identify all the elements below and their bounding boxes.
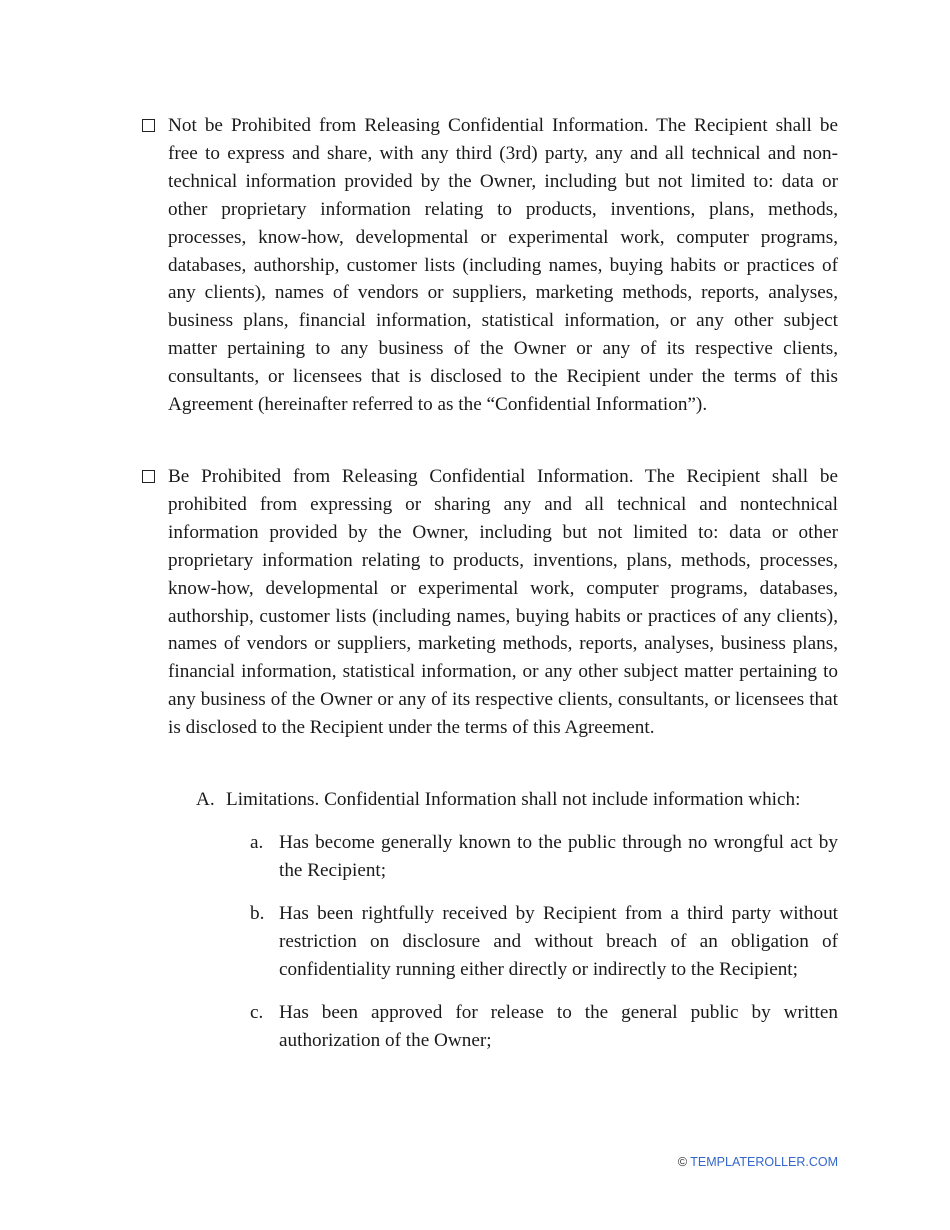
copyright-symbol: © (677, 1155, 688, 1169)
list-item-text: Has been approved for release to the general public by written authorization of the Owner; (279, 1002, 838, 1051)
option-checkbox-prohibited[interactable] (142, 470, 155, 483)
list-item-text: Has become generally known to the public through no wrongful act by the Recipient; (279, 832, 838, 881)
list-item (250, 829, 838, 885)
option-prohibited (142, 463, 838, 742)
option-text: Be Prohibited from Releasing Confidential Information. The Recipient shall be prohibited from expressing or sharing any and all technical and nontechnical information provided by the Owner, including but not limited to: data or other proprietary information relating to products, inventions, plans, methods, processes, know-how, developmental or experimental work, computer programs, databases, authorship, customer lists (including names, buying habits or practices of any clients), names of vendors or suppliers, marketing methods, reports, analyses, business plans, financial information, statistical information, or any other subject matter pertaining to any business of the Owner or any of its respective clients, consultants, or licensees that is disclosed to the Recipient under the terms of this Agreement. (168, 466, 838, 739)
list-item-text: Has been rightfully received by Recipient from a third party without restriction on disclosure and without breach of an obligation of confidentiality running either directly or indirectly to the Recipient; (279, 903, 838, 980)
footer-credit (678, 1155, 838, 1169)
list-marker: A. (196, 789, 215, 810)
list-marker: a. (250, 832, 264, 853)
limitations-section (196, 786, 838, 814)
list-item (250, 900, 838, 984)
option-checkbox-not-prohibited[interactable] (142, 119, 155, 132)
limitations-heading: Limitations. Confidential Information shall not include information which: (226, 789, 801, 810)
option-not-prohibited (142, 112, 838, 419)
footer-site-link[interactable]: TEMPLATEROLLER.COM (690, 1155, 838, 1169)
list-marker: c. (250, 1002, 264, 1023)
list-marker: b. (250, 903, 265, 924)
list-item (250, 999, 838, 1055)
option-text: Not be Prohibited from Releasing Confidential Information. The Recipient shall be free to express and share, with any third (3rd) party, any and all technical and non-technical information provided by the Owner, including but not limited to: data or other proprietary information relating to products, inventions, plans, methods, processes, know-how, developmental or experimental work, computer programs, databases, authorship, customer lists (including names, buying habits or practices of any clients), names of vendors or suppliers, marketing methods, reports, analyses, business plans, financial information, statistical information, or any other subject matter pertaining to any business of the Owner or any of its respective clients, consultants, or licensees that is disclosed to the Recipient under the terms of this Agreement (hereinafter referred to as the “Confidential Information”). (168, 115, 838, 416)
